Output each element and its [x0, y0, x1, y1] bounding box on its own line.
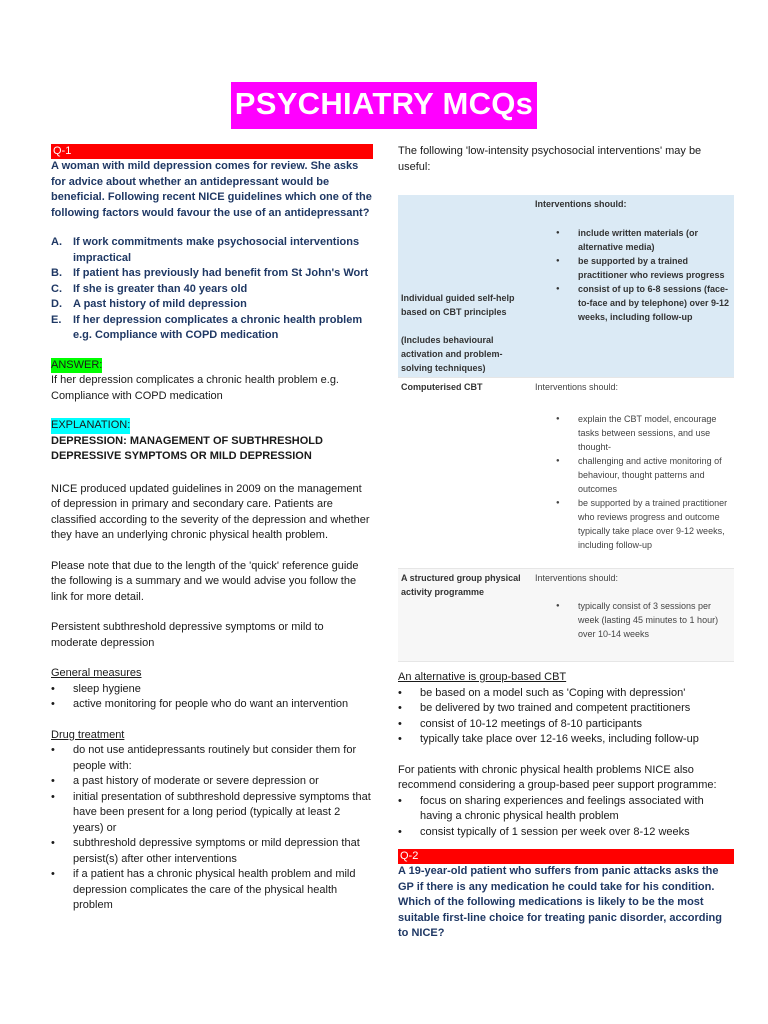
option-text: If patient has previously had benefit from St John's Wort: [73, 267, 369, 279]
table-cell-name: [398, 195, 532, 378]
table-cell-detail: [532, 378, 734, 569]
list-item: • do not use antidepressants routinely but consider them for people with:: [51, 743, 373, 774]
row-list: [535, 599, 731, 659]
row-head: Interventions should:: [535, 382, 619, 392]
row-note: (Includes behavioural activation and problem-solving techniques): [401, 335, 503, 373]
row-list: [535, 226, 731, 324]
option-c: [51, 282, 373, 298]
row-head: Interventions should:: [535, 573, 619, 583]
title-container: [0, 82, 768, 129]
answer-text: If her depression complicates a chronic health problem e.g. Compliance with COPD medication: [51, 374, 339, 402]
list-item: • sleep hygiene: [51, 682, 373, 698]
explanation-paragraph-3: Persistent subthreshold depressive symptoms or mild to moderate depression: [51, 621, 324, 649]
list-item: • subthreshold depressive symptoms or mild depression that persist(s) after other interventions: [51, 836, 373, 867]
row-name: Computerised CBT: [401, 382, 483, 392]
table-row: [398, 378, 734, 569]
drug-treatment-list: [51, 743, 373, 914]
general-measures-list: [51, 682, 373, 713]
drug-treatment-heading: Drug treatment: [51, 728, 125, 741]
list-item: • active monitoring for people who do want an intervention: [51, 697, 373, 713]
list-item: • if a patient has a chronic physical health problem and mild depression complicates the care of the physical health problem: [51, 867, 373, 914]
list-item: • focus on sharing experiences and feelings associated with having a chronic physical health problem: [398, 794, 734, 825]
row-name: Individual guided self-help based on CBT principles: [401, 293, 515, 317]
list-item: • a past history of moderate or severe depression or: [51, 774, 373, 790]
chronic-health-paragraph: For patients with chronic physical health problems NICE also recommend considering a group-based peer support programme:: [398, 763, 717, 791]
option-letter: A.: [51, 236, 62, 248]
interventions-intro: The following 'low-intensity psychosocial interventions' may be useful:: [398, 145, 702, 173]
table-cell-detail: [532, 195, 734, 378]
table-row: [398, 195, 734, 378]
list-item: • consist of 10-12 meetings of 8-10 participants: [398, 717, 734, 733]
peer-support-list: [398, 794, 734, 841]
list-item: • typically take place over 12-16 weeks, including follow-up: [398, 732, 734, 748]
list-item: ● typically consist of 3 sessions per week (lasting 45 minutes to 1 hour) over 10-14 weeks: [535, 599, 731, 641]
table-cell-name: [398, 378, 532, 569]
table-row: [398, 569, 734, 662]
option-text: If she is greater than 40 years old: [73, 282, 248, 295]
page-title: PSYCHIATRY MCQs: [231, 82, 537, 129]
general-measures-heading: General measures: [51, 667, 142, 679]
right-column: [398, 144, 734, 942]
option-letter: C.: [51, 282, 62, 295]
option-d: [51, 297, 373, 313]
list-item: ● consist of up to 6-8 sessions (face-to-face and by telephone) over 9-12 weeks, including follow-up: [535, 282, 731, 324]
question-1-text: A woman with mild depression comes for review. She asks for advice about whether an antidepressant would be beneficial. Following recent NICE guidelines which one of the following factors would favour the use of an antidepressant?: [51, 160, 372, 219]
list-item: • be delivered by two trained and competent practitioners: [398, 701, 734, 717]
row-head: Interventions should:: [535, 199, 627, 209]
table-cell-name: [398, 569, 532, 662]
list-item: ● be supported by a trained practitioner who reviews progress and outcome typically take place over 9-12 weeks, including follow-up: [535, 496, 731, 552]
answer-label: ANSWER:: [51, 358, 102, 374]
list-item: ● be supported by a trained practitioner who reviews progress: [535, 254, 731, 282]
option-b: [51, 266, 373, 282]
table-cell-detail: [532, 569, 734, 662]
question-1-options: [51, 235, 373, 344]
group-cbt-heading: An alternative is group-based CBT: [398, 671, 567, 683]
option-text: A past history of mild depression: [73, 298, 247, 310]
interventions-table: [398, 195, 734, 662]
list-item: • be based on a model such as 'Coping with depression': [398, 686, 734, 702]
question-2-text: A 19-year-old patient who suffers from panic attacks asks the GP if there is any medication he could take for his condition. Which of the following medications is likely to be the most suitable first-line choice for treating panic disorder, according to NICE?: [398, 865, 722, 939]
list-item: ● challenging and active monitoring of behaviour, thought patterns and outcomes: [535, 454, 731, 496]
explanation-section: [51, 418, 373, 465]
question-1-label: Q-1: [51, 144, 373, 159]
row-list: [535, 412, 731, 566]
list-item: ● include written materials (or alternative media): [535, 226, 731, 254]
list-item: • consist typically of 1 session per week over 8-12 weeks: [398, 825, 734, 841]
option-a: [51, 235, 373, 266]
explanation-label: EXPLANATION:: [51, 418, 130, 434]
list-item: • initial presentation of subthreshold depressive symptoms that have been present for a long period (typically at least 2 years) or: [51, 790, 373, 837]
option-letter: E.: [51, 313, 62, 326]
question-2-label: Q-2: [398, 849, 734, 864]
group-cbt-list: [398, 686, 734, 748]
option-text: If her depression complicates a chronic health problem e.g. Compliance with COPD medication: [73, 313, 363, 341]
row-name: A structured group physical activity programme: [401, 573, 521, 597]
explanation-paragraph-2: Please note that due to the length of the 'quick' reference guide the following is a summary and we would advise you follow the link for more detail.: [51, 559, 359, 603]
option-e: [51, 313, 373, 344]
left-column: [51, 144, 373, 914]
explanation-paragraph-1: NICE produced updated guidelines in 2009 on the management of depression in primary and secondary care. Patients are classified according to the severity of the depression and whether they have an underlying chronic physical health problem.: [51, 482, 370, 541]
option-letter: D.: [51, 298, 62, 310]
option-letter: B.: [51, 267, 62, 279]
explanation-heading: DEPRESSION: MANAGEMENT OF SUBTHRESHOLD DEPRESSIVE SYMPTOMS OR MILD DEPRESSION: [51, 434, 323, 462]
answer-section: [51, 358, 373, 405]
list-item: ● explain the CBT model, encourage tasks between sessions, and use thought-: [535, 412, 731, 454]
option-text: If work commitments make psychosocial interventions impractical: [73, 236, 360, 264]
